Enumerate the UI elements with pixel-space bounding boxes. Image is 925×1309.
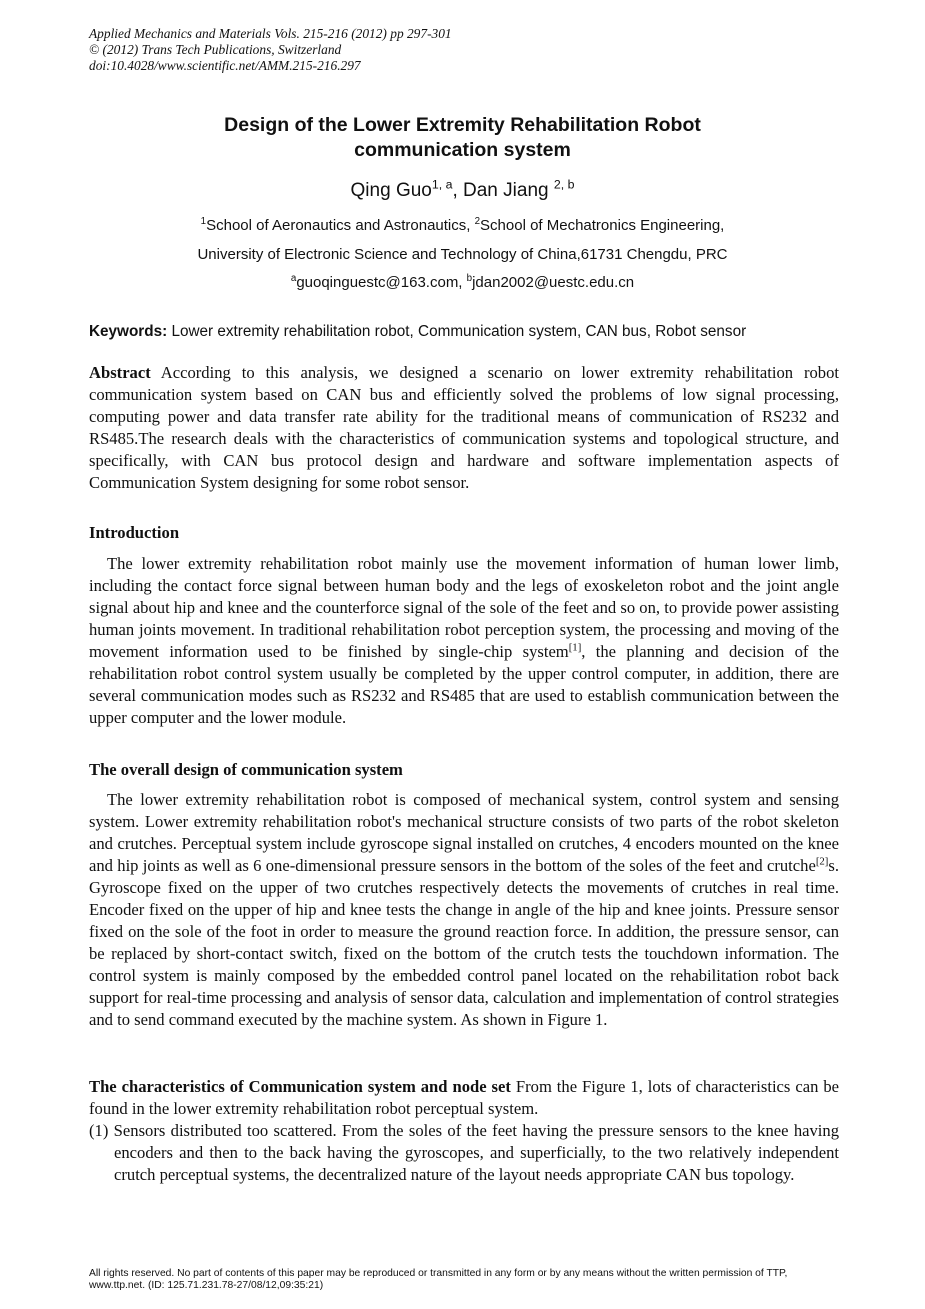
- author-name: Qing Guo: [350, 180, 432, 201]
- overall-design-paragraph: [89, 789, 839, 1031]
- journal-citation: Applied Mechanics and Materials Vols. 215-216 (2012) pp 297-301: [89, 26, 452, 41]
- abstract-label: Abstract: [89, 363, 151, 382]
- keywords-label: Keywords:: [89, 323, 168, 340]
- affiliation-school-2: School of Mechatronics Engineering,: [480, 217, 725, 234]
- author-emails: [0, 273, 925, 293]
- affiliation-marker: 2: [474, 216, 481, 227]
- author-name: Dan Jiang: [463, 180, 549, 201]
- introduction-paragraph: [89, 553, 839, 729]
- section-heading-overall-design: The overall design of communication system: [89, 760, 403, 779]
- paragraph-text: From the Figure 1, lots of characteristics can be found in the lower extremity rehabilitation robot perceptual system.: [89, 1077, 839, 1118]
- abstract: [89, 362, 839, 494]
- title-line-1: Design of the Lower Extremity Rehabilitation Robot: [224, 114, 701, 136]
- keywords: [89, 322, 746, 342]
- email-marker: a: [290, 273, 297, 284]
- abstract-text: According to this analysis, we designed a scenario on lower extremity rehabilitation robot communication system based on CAN bus and efficiently solved the problems of low signal processing, computing power and data transfer rate ability for the traditional means of communication of RS232 and RS485.The research deals with the characteristics of communication systems and topological structure, and specifically, with CAN bus protocol design and hardware and software implementation aspects of Communication System designing for some robot sensor.: [89, 363, 839, 492]
- copyright-footer: [89, 1268, 787, 1292]
- affiliation-school-1: School of Aeronautics and Astronautics,: [206, 217, 475, 234]
- paragraph-text: The lower extremity rehabilitation robot is composed of mechanical system, control system and sensing system. Lower extremity rehabilitation robot's mechanical structure consists of two parts of the robot skeleton and crutches. Perceptual system include gyroscope signal installed on crutches, 4 encoders mounted on the knee and hip joints as well as 6 one-dimensional pressure sensors in the bottom of the soles of the feet and crutche: [89, 790, 839, 875]
- paper-title: [0, 113, 925, 163]
- affiliation-line-1: [0, 216, 925, 236]
- doi-line: doi:10.4028/www.scientific.net/AMM.215-216.297: [89, 58, 361, 73]
- characteristics-section: [89, 1076, 839, 1186]
- author-list: [0, 179, 925, 203]
- copyright-line: © (2012) Trans Tech Publications, Switzerland: [89, 42, 342, 57]
- list-item: (1) Sensors distributed too scattered. From the soles of the feet having the pressure sensors to the knee having encoders and then to the back having the gyroscopes, and superficially, to the two relatively independent crutch perceptual systems, the decentralized nature of the layout needs appropriate CAN bus topology.: [89, 1121, 839, 1184]
- author-separator: ,: [452, 180, 464, 201]
- paragraph-text: The lower extremity rehabilitation robot mainly use the movement information of human lower limb, including the contact force signal between human body and the legs of exoskeleton robot and the joint angle signal about hip and knee and the counterforce signal of the sole of the feet and so on, to provide power assisting human joints movement. In traditional rehabilitation robot perception system, the processing and moving of the movement information used to be finished by single-chip system: [89, 554, 839, 661]
- title-line-2: communication system: [354, 139, 571, 161]
- author-affiliation-marker: 1, a: [431, 177, 453, 192]
- footer-line-1: All rights reserved. No part of contents of this paper may be reproduced or transmitted in any form or by any means without the written permission of TTP,: [89, 1268, 788, 1279]
- citation-ref[interactable]: [2]: [815, 855, 829, 868]
- section-heading-characteristics: The characteristics of Communication system and node set: [89, 1077, 511, 1096]
- affiliation-line-2: University of Electronic Science and Technology of China,61731 Chengdu, PRC: [197, 246, 728, 263]
- affiliation-marker: 1: [200, 216, 207, 227]
- paragraph-text: s. Gyroscope fixed on the upper of two crutches respectively detects the movements of crutches in real time. Encoder fixed on the upper of hip and knee tests the change in angle of the hip and knee joints. Pressure sensor fixed on the sole of the foot in order to measure the ground reaction force. In addition, the pressure sensor, can be replaced by short-contact switch, fixed on the bottom of the crutch tests the touchdown information. The control system is mainly composed by the embedded control panel located on the rehabilitation robot back support for real-time processing and analysis of sensor data, calculation and implementation of control strategies and to send command executed by the machine system. As shown in Figure 1.: [89, 856, 839, 1029]
- section-heading-introduction: Introduction: [89, 523, 180, 542]
- citation-ref[interactable]: [1]: [568, 641, 582, 654]
- paragraph-text: , the planning and decision of the rehabilitation robot control system usually be completed by the upper control computer, in addition, there are several communication modes such as RS232 and RS485 that are used to establish communication between the upper computer and the lower module.: [89, 642, 839, 727]
- email-marker: b: [466, 273, 473, 284]
- journal-header: [89, 26, 452, 74]
- email-link[interactable]: guoqinguestc@163.com,: [296, 274, 467, 291]
- author-affiliation-marker: 2, b: [553, 177, 575, 192]
- keywords-text: Lower extremity rehabilitation robot, Communication system, CAN bus, Robot sensor: [167, 323, 747, 340]
- footer-line-2: www.ttp.net. (ID: 125.71.231.78-27/08/12,09:35:21): [89, 1280, 324, 1291]
- email-link[interactable]: jdan2002@uestc.edu.cn: [472, 274, 635, 291]
